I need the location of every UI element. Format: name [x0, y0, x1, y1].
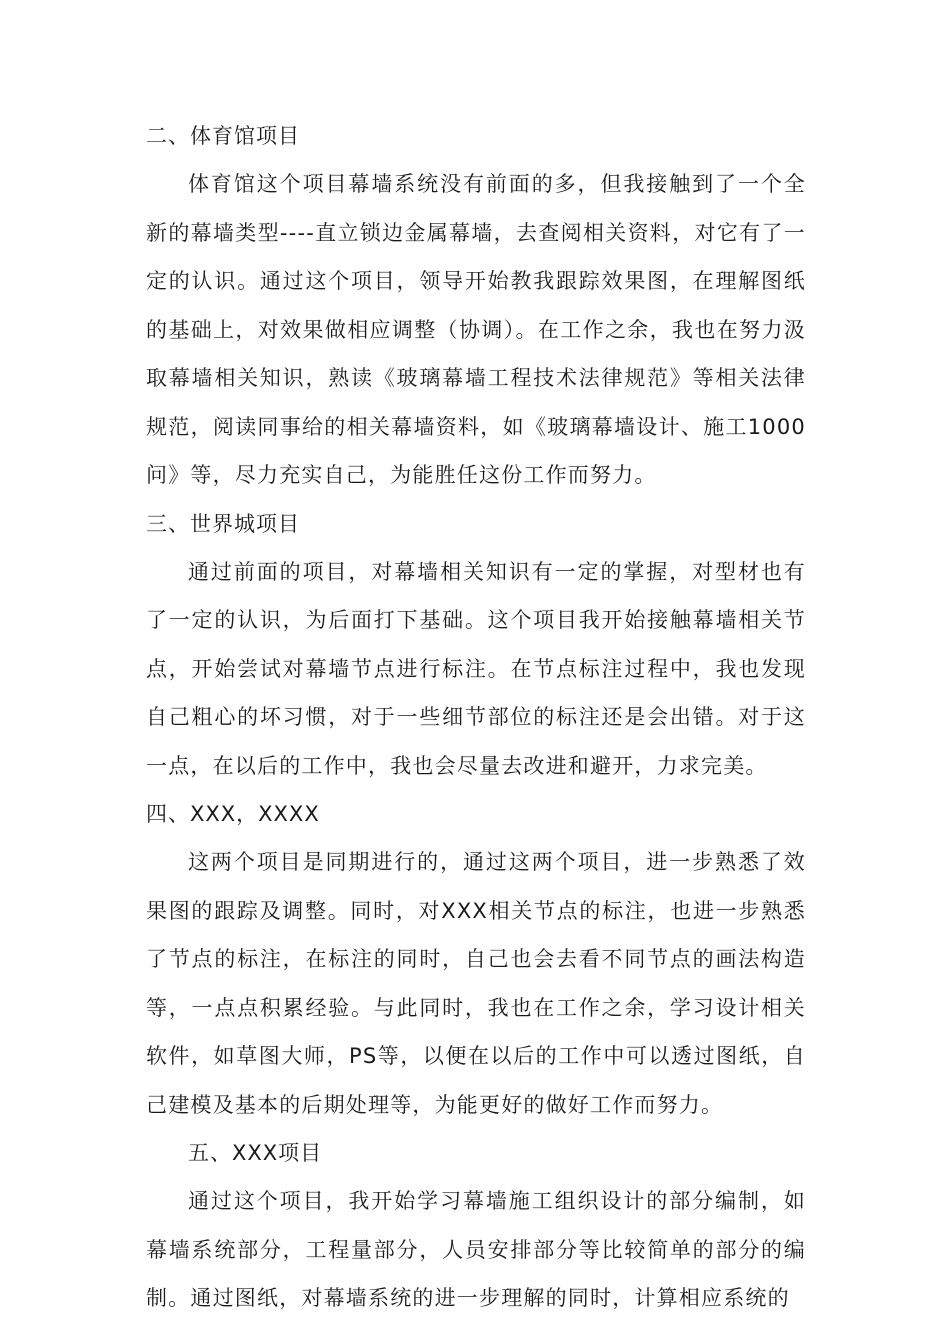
section-paragraph-world-city: 通过前面的项目，对幕墙相关知识有一定的掌握，对型材也有了一定的认识，为后面打下基础。这个项目我开始接触幕墙相关节点，开始尝试对幕墙节点进行标注。在节点标注过程中，我也发现自己粗心的坏习惯，对于一些细节部位的标注还是会出错。对于这一点，在以后的工作中，我也会尽量去改进和避开，力求完美。	[146, 559, 806, 778]
section-heading-gymnasium: 二、体育馆项目	[146, 124, 300, 148]
section-paragraph-gymnasium: 体育馆这个项目幕墙系统没有前面的多，但我接触到了一个全新的幕墙类型----直立锁边金属幕墙，去查阅相关资料，对它有了一定的认识。通过这个项目，领导开始教我跟踪效果图，在理解图纸的基础上，对效果做相应调整（协调）。在工作之余，我也在努力汲取幕墙相关知识，熟读《玻璃幕墙工程技术法律规范》等相关法律规范，阅读同事给的相关幕墙资料，如《玻璃幕墙设计、施工1000问》等，尽力充实自己，为能胜任这份工作而努力。	[146, 172, 806, 487]
section-heading-xxx-xxxx: 四、XXX，XXXX	[146, 802, 320, 826]
section-heading-world-city: 三、世界城项目	[146, 511, 300, 536]
document-body	[146, 112, 806, 1323]
section-heading-xxx-project: 五、XXX项目	[188, 1141, 323, 1165]
section-paragraph-xxx-project: 通过这个项目，我开始学习幕墙施工组织设计的部分编制，如幕墙系统部分，工程量部分，人员安排部分等比较简单的部分的编制。通过图纸，对幕墙系统的进一步理解的同时，计算相应系统的	[146, 1189, 806, 1310]
section-paragraph-xxx-xxxx: 这两个项目是同期进行的，通过这两个项目，进一步熟悉了效果图的跟踪及调整。同时，对XXX相关节点的标注，也进一步熟悉了节点的标注，在标注的同时，自己也会去看不同节点的画法构造等，一点点积累经验。与此同时，我也在工作之余，学习设计相关软件，如草图大师，PS等，以便在以后的工作中可以透过图纸，自己建模及基本的后期处理等，为能更好的做好工作而努力。	[146, 850, 806, 1117]
